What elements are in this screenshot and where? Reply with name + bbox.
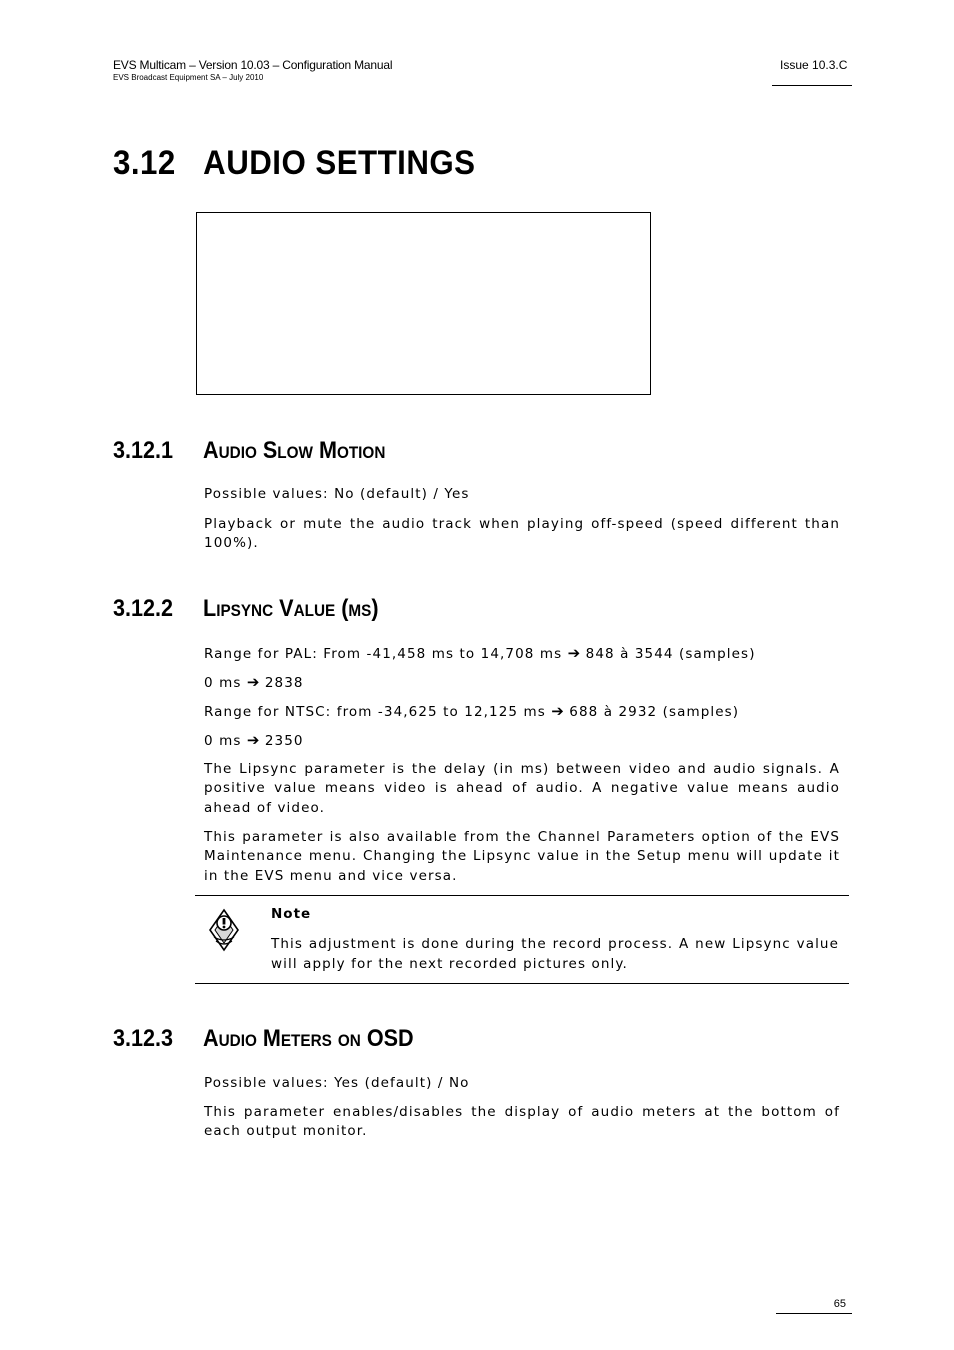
page-footer [776,1298,852,1314]
subsection-heading-audio-meters-on-osd [113,1024,414,1054]
note-top-rule [195,895,849,896]
subsection-title: Audio Slow Motion [203,437,386,464]
range-samples: 848 à 3544 (samples) [580,646,756,662]
paragraph: Playback or mute the audio track when playing off-speed (speed different than 100%). [204,516,840,552]
header-divider [772,85,852,86]
section-title: AUDIO SETTINGS [203,144,476,182]
issue-number: Issue 10.3.C [780,58,848,72]
arrow-right-icon: ➔ [246,673,260,691]
range-pal-line [204,644,840,664]
arrow-right-icon: ➔ [551,702,564,720]
range-text: 0 ms [204,675,247,691]
note-text: This adjustment is done during the record process. A new Lipsync value will apply for the next recorded pictures only. [271,936,839,972]
note-title: Note [271,906,312,922]
document-subtitle: EVS Broadcast Equipment SA – July 2010 [113,73,264,82]
paragraph: This parameter enables/disables the display of audio meters at the bottom of each output monitor. [204,1104,840,1140]
range-text: Range for PAL: From -41,458 ms to 14,708 ms [204,646,568,662]
page-number: 65 [833,1298,846,1310]
section-number: 3.12 [113,144,176,182]
paragraph: The Lipsync parameter is the delay (in ms) between video and audio signals. A positive value means video is ahead of audio. A negative value means audio ahead of video. [204,761,840,816]
section-heading [113,143,476,183]
issue-block [772,58,852,86]
range-samples: 688 à 2932 (samples) [563,704,740,720]
document-title: EVS Multicam – Version 10.03 – Configuration Manual [113,58,393,72]
subsection-title-acronym: OSD [366,1025,414,1052]
arrow-right-icon: ➔ [567,644,581,662]
subsection-number: 3.12.2 [113,595,174,622]
screenshot-frame [196,212,651,395]
range-ntsc-line [204,702,840,722]
note-bottom-rule [195,983,849,984]
subsection-title: Audio Meters on [203,1025,367,1052]
paragraph: Possible values: Yes (default) / No [204,1075,470,1091]
subsection-heading-lipsync-value [113,594,379,624]
arrow-right-icon: ➔ [246,731,260,749]
page-header [113,58,392,83]
zero-ms-pal-line [204,673,840,693]
paragraph: This parameter is also available from the Channel Parameters option of the EVS Maintenance menu. Changing the Lipsync value in the Setup menu will update it in the EVS menu and vice versa. [204,829,840,884]
range-samples: 2350 [259,733,304,749]
zero-ms-ntsc-line [204,731,840,751]
range-samples: 2838 [259,675,304,691]
range-text: Range for NTSC: from -34,625 to 12,125 ms [204,704,552,720]
subsection-title: Lipsync Value (ms) [203,595,379,622]
paragraph: Possible values: No (default) / Yes [204,486,470,502]
subsection-number: 3.12.3 [113,1025,174,1052]
footer-divider [776,1313,852,1314]
subsection-heading-audio-slow-motion [113,436,385,466]
range-text: 0 ms [204,733,247,749]
subsection-number: 3.12.1 [113,437,174,464]
note-icon [205,907,243,953]
